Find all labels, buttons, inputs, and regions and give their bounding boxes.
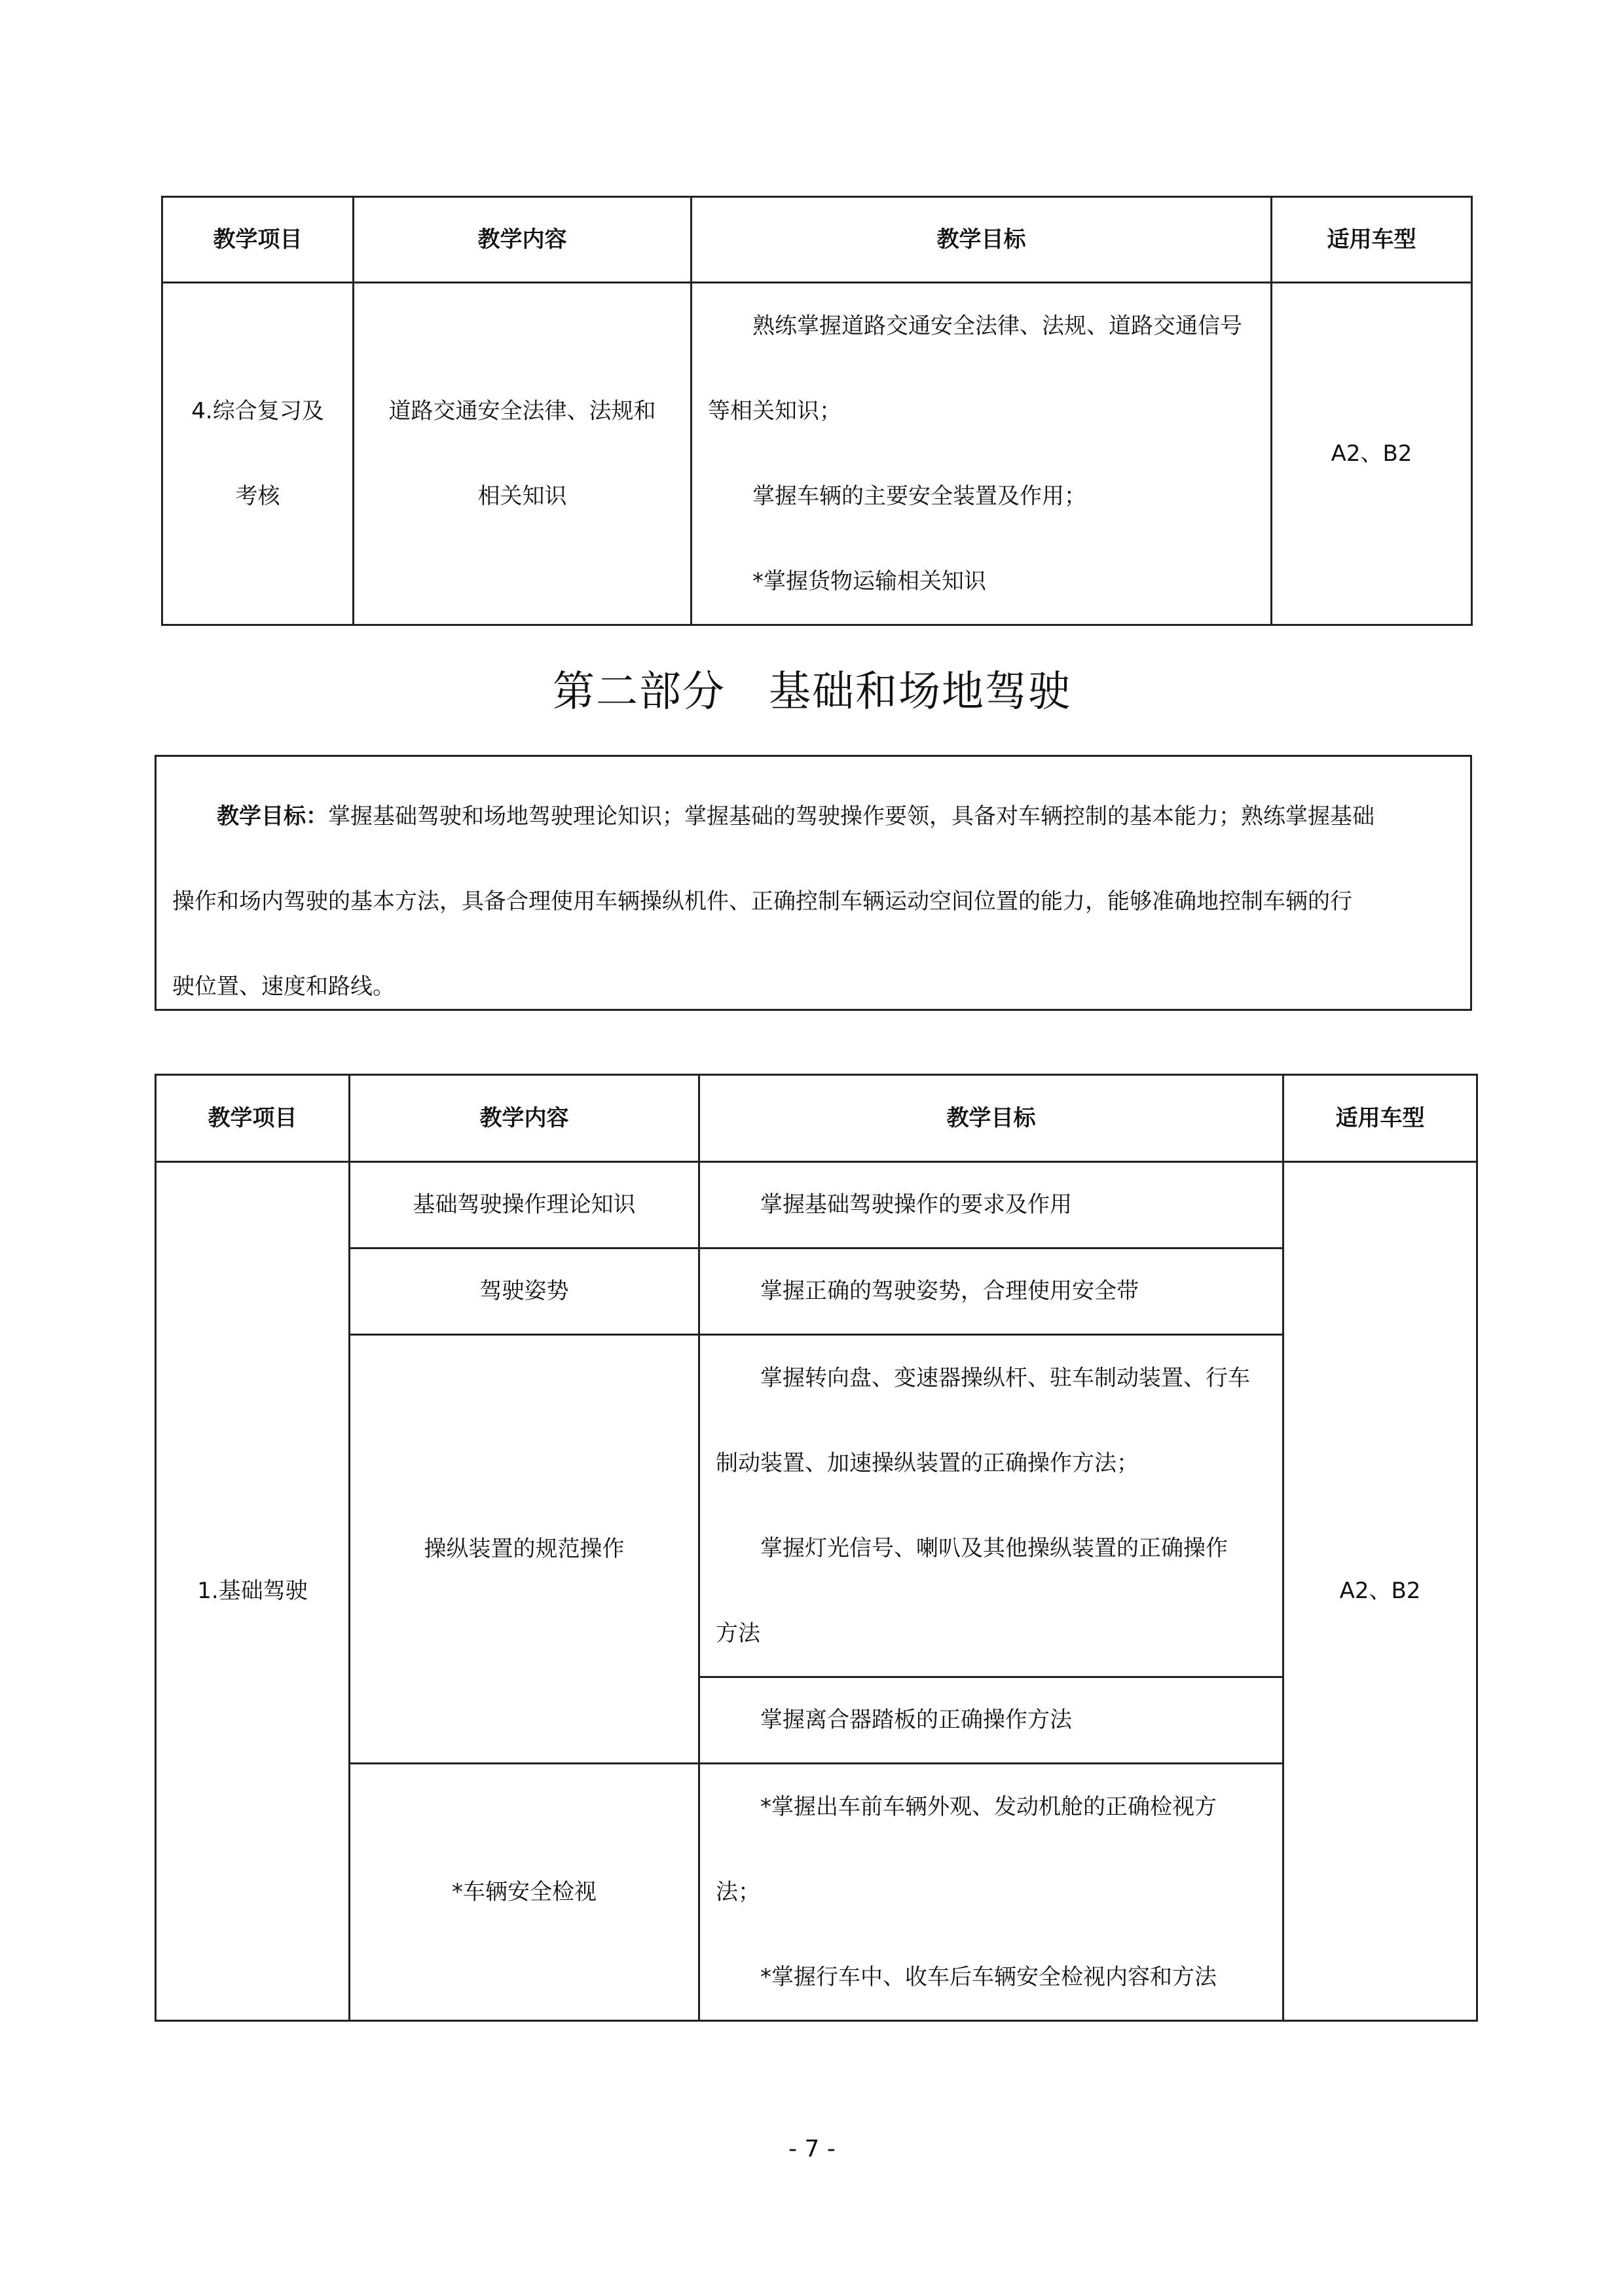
goal-line: 掌握车辆的主要安全装置及作用； xyxy=(752,483,1086,509)
goal-cell xyxy=(699,1248,1283,1335)
content-cell: *车辆安全检视 xyxy=(350,1764,699,2021)
goal-cell xyxy=(699,1677,1283,1764)
table-basic-driving xyxy=(155,1074,1478,2022)
goal-line: 掌握转向盘、变速器操纵杆、驻车制动装置、行车 xyxy=(760,1364,1250,1391)
goal-box-line: 驶位置、速度和路线。 xyxy=(172,973,395,1000)
header-content: 教学内容 xyxy=(354,197,692,283)
goal-line: 法； xyxy=(716,1878,760,1905)
goal-cell xyxy=(699,1764,1283,2021)
header-vehicle: 适用车型 xyxy=(1272,197,1472,283)
goal-line: 掌握离合器踏板的正确操作方法 xyxy=(760,1707,1072,1734)
content-cell xyxy=(354,283,692,625)
goal-line: *掌握货物运输相关知识 xyxy=(752,568,986,594)
goal-line: *掌握行车中、收车后车辆安全检视内容和方法 xyxy=(760,1963,1217,1990)
section-title: 第二部分 基础和场地驾驶 xyxy=(553,668,1071,716)
goal-line: 掌握正确的驾驶姿势，合理使用安全带 xyxy=(760,1278,1139,1305)
goal-box-line xyxy=(172,771,1457,856)
goal-cell xyxy=(692,283,1272,625)
header-goal: 教学目标 xyxy=(692,197,1272,283)
table-header-row xyxy=(156,1075,1477,1162)
page-number: - 7 - xyxy=(788,2136,836,2162)
goal-line: 方法 xyxy=(716,1620,760,1647)
content-line: 道路交通安全法律、法规和 xyxy=(388,397,656,424)
goal-cell xyxy=(699,1335,1283,1677)
table-review xyxy=(161,196,1473,626)
goal-box-text: 掌握基础驾驶和场地驾驶理论知识；掌握基础的驾驶操作要领，具备对车辆控制的基本能力；熟练掌握基础 xyxy=(328,803,1375,829)
vehicle-cell: A2、B2 xyxy=(1272,283,1472,625)
goal-box-label: 教学目标： xyxy=(217,803,328,829)
content-cell: 基础驾驶操作理论知识 xyxy=(350,1162,699,1248)
goal-box-line: 操作和场内驾驶的基本方法，具备合理使用车辆操纵机件、正确控制车辆运动空间位置的能力，能够准确地控制车辆的行 xyxy=(172,888,1352,915)
header-vehicle: 适用车型 xyxy=(1283,1075,1477,1162)
goal-cell xyxy=(699,1162,1283,1248)
table-row xyxy=(162,283,1472,625)
goal-line: 等相关知识； xyxy=(708,397,841,424)
table-row xyxy=(156,1162,1477,1248)
project-cell: 1.基础驾驶 xyxy=(156,1162,350,2021)
vehicle-cell: A2、B2 xyxy=(1283,1162,1477,2021)
teaching-goal-box xyxy=(155,755,1472,1011)
table-row xyxy=(156,1764,1477,2021)
goal-line: 掌握灯光信号、喇叭及其他操纵装置的正确操作 xyxy=(760,1535,1228,1561)
header-project: 教学项目 xyxy=(162,197,354,283)
header-project: 教学项目 xyxy=(156,1075,350,1162)
header-goal: 教学目标 xyxy=(699,1075,1283,1162)
project-line: 4.综合复习及 xyxy=(191,397,324,424)
content-line: 相关知识 xyxy=(477,483,567,509)
table-header-row xyxy=(162,197,1472,283)
table-row xyxy=(156,1335,1477,1677)
goal-line: *掌握出车前车辆外观、发动机舱的正确检视方 xyxy=(760,1793,1217,1820)
goal-line: 熟练掌握道路交通安全法律、法规、道路交通信号 xyxy=(752,312,1242,339)
content-cell: 驾驶姿势 xyxy=(350,1248,699,1335)
content-cell: 操纵装置的规范操作 xyxy=(350,1335,699,1764)
project-cell xyxy=(162,283,354,625)
table-row xyxy=(156,1248,1477,1335)
goal-line: 掌握基础驾驶操作的要求及作用 xyxy=(760,1192,1072,1218)
project-line: 考核 xyxy=(235,483,280,509)
header-content: 教学内容 xyxy=(350,1075,699,1162)
goal-line: 制动装置、加速操纵装置的正确操作方法； xyxy=(716,1449,1139,1476)
